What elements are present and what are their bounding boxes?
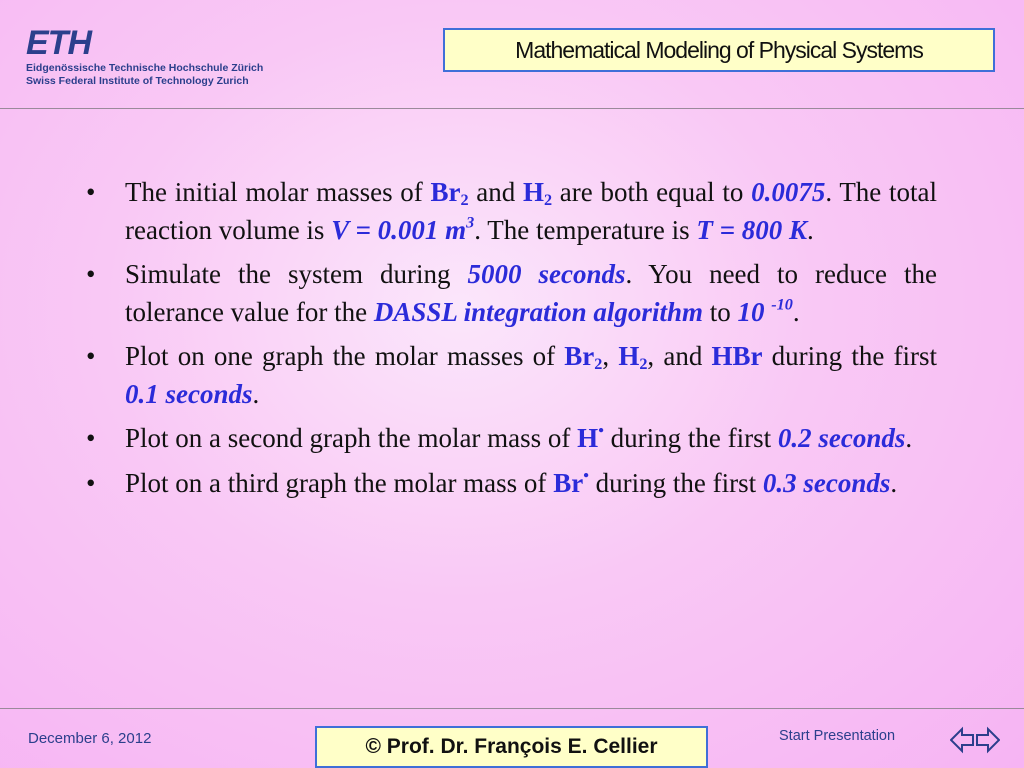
- text: .: [807, 214, 814, 245]
- temperature-value: T = 800 K: [696, 214, 808, 245]
- bullet-marker: •: [86, 341, 96, 371]
- algorithm-name: DASSL integration algorithm: [373, 296, 703, 327]
- text: are both equal to: [552, 177, 752, 207]
- eth-logo-english-name: Swiss Federal Institute of Technology Zurich: [26, 75, 249, 87]
- text: Plot on a second graph the molar mass of: [125, 423, 578, 453]
- text: during the first: [603, 423, 778, 453]
- footer-date: December 6, 2012: [28, 730, 152, 747]
- start-presentation-link[interactable]: Start Presentation: [779, 728, 896, 744]
- species-br2: $Br_2$: [564, 341, 603, 374]
- text: . You need to reduce the tolerance value for the: [125, 259, 937, 327]
- text: Plot on a third graph the molar mass of: [125, 467, 554, 498]
- arrow-left-icon[interactable]: [950, 726, 974, 754]
- text: Simulate the system during: [125, 259, 468, 289]
- navigation-arrows: [950, 726, 1000, 754]
- species-br-radical: Br•: [553, 466, 589, 498]
- bullet-list: [84, 174, 937, 502]
- species-hbr: HBr: [711, 341, 763, 371]
- bullet-marker: •: [86, 467, 96, 498]
- text: during the first: [762, 341, 937, 371]
- header-divider: [0, 108, 1024, 109]
- slide-content: [84, 174, 937, 509]
- text: , and: [647, 341, 712, 371]
- volume-value: V = 0.001 $m^3$: [331, 213, 475, 245]
- species-h2: $H_2$: [522, 177, 553, 210]
- eth-logo-mark: ETH: [26, 24, 91, 62]
- eth-logo-german-name: Eidgenössische Technische Hochschule Zürich: [26, 62, 264, 74]
- text: ,: [602, 341, 619, 371]
- initial-mass-value: 0.0075: [751, 177, 826, 207]
- text: and: [468, 177, 523, 207]
- plot-duration: 0.1 seconds: [125, 378, 253, 409]
- slide-title: Mathematical Modeling of Physical Systems: [443, 28, 995, 72]
- text: .: [252, 378, 260, 409]
- species-br2: $Br_2$: [430, 177, 469, 210]
- plot-duration: 0.3 seconds: [762, 467, 891, 498]
- text: . The total reaction volume is: [125, 177, 937, 245]
- text: during the first: [588, 467, 763, 498]
- simulation-duration: 5000 seconds: [467, 259, 626, 289]
- bullet-initial-conditions: [84, 174, 937, 249]
- bullet-marker: •: [86, 423, 96, 453]
- bullet-simulation: [84, 256, 937, 331]
- species-h2: $H_2$: [618, 341, 648, 374]
- tolerance-value: 10 $^{-10}$: [737, 295, 793, 327]
- species-h-radical: H•: [577, 421, 604, 453]
- text: .: [890, 467, 898, 498]
- bullet-plot-three: [84, 465, 937, 503]
- bullet-plot-two: [84, 420, 937, 458]
- text: The initial molar masses of: [125, 177, 431, 207]
- text: Plot on one graph the molar masses of: [125, 341, 565, 371]
- copyright-notice: © Prof. Dr. François E. Cellier: [315, 726, 708, 768]
- text: .: [905, 423, 913, 453]
- bullet-marker: •: [86, 259, 96, 289]
- bullet-plot-one: [84, 338, 937, 413]
- eth-logo: [26, 24, 264, 88]
- text: .: [792, 296, 800, 327]
- arrow-right-icon[interactable]: [976, 726, 1000, 754]
- plot-duration: 0.2 seconds: [777, 423, 906, 453]
- text: . The temperature is: [474, 214, 697, 245]
- footer-divider: [0, 708, 1024, 709]
- text: to: [702, 296, 738, 327]
- bullet-marker: •: [86, 177, 96, 207]
